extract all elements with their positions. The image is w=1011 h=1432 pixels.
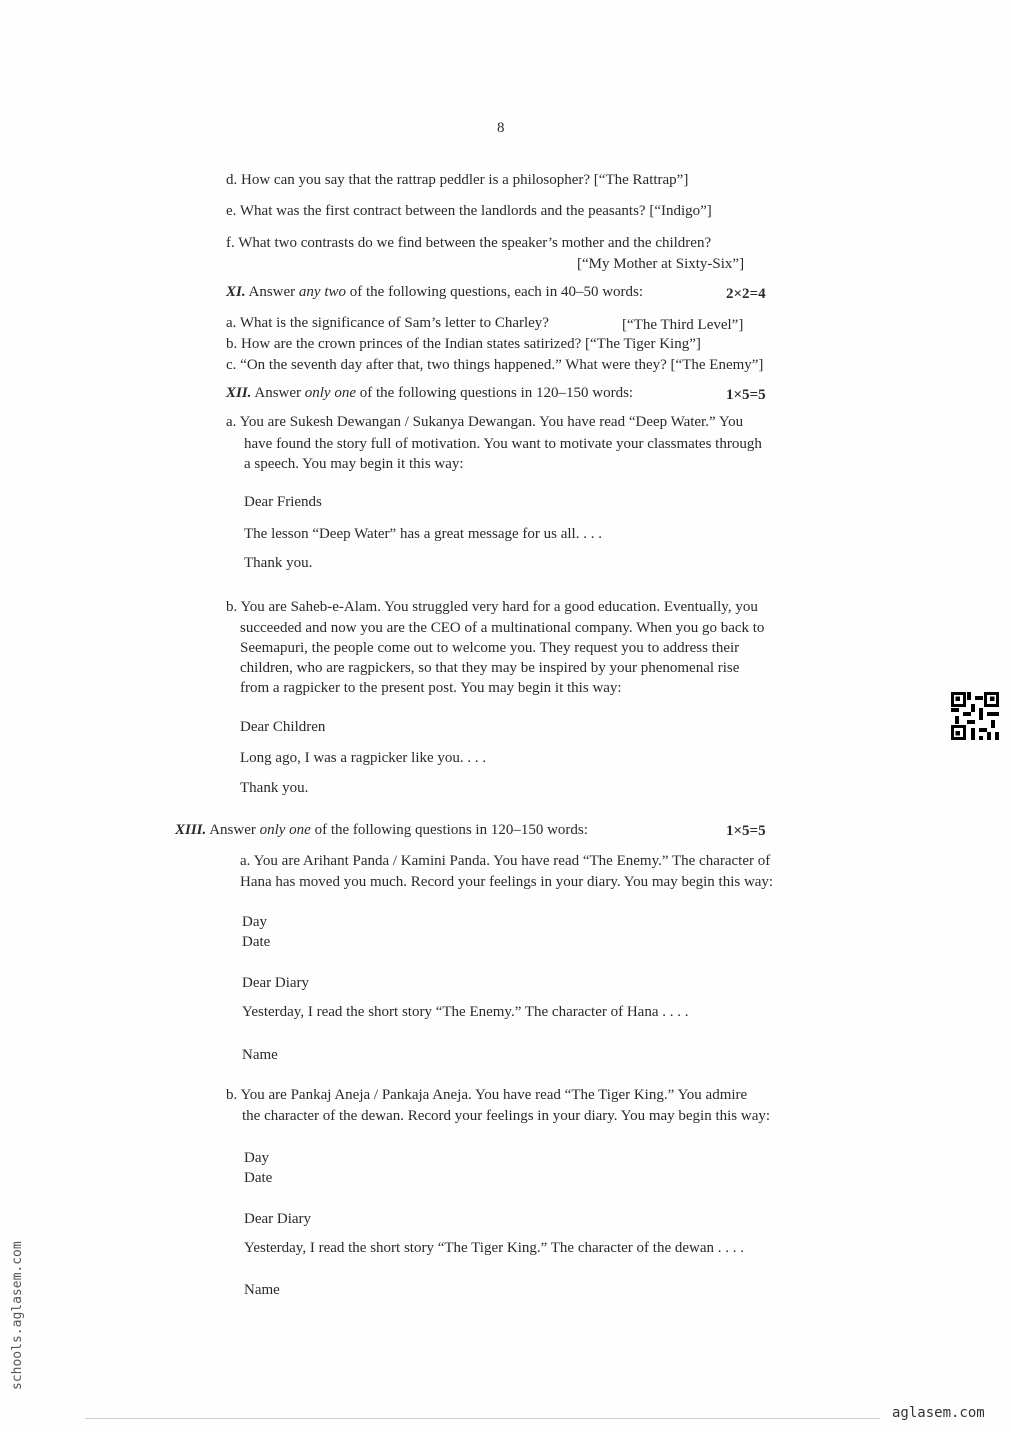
question-11a: a. What is the significance of Sam’s letter to Charley?	[226, 315, 549, 331]
diary-date: Date	[242, 934, 271, 950]
instruction-text: of the following questions in 120–150 words:	[310, 822, 588, 838]
question-11b: b. How are the crown princes of the Indian states satirized? [“The Tiger King”]	[226, 336, 701, 352]
section-xiii-instruction	[175, 820, 588, 840]
salutation: Dear Friends	[244, 494, 322, 510]
question-10e: e. What was the first contract between the landlords and the peasants? [“Indigo”]	[226, 203, 712, 219]
speech-opening: Long ago, I was a ragpicker like you. . . .	[240, 750, 487, 766]
question-13b-line: b. You are Pankaj Aneja / Pankaja Aneja. You have read “The Tiger King.” You admire	[226, 1087, 748, 1103]
diary-day: Day	[244, 1150, 269, 1166]
section-numeral: XII.	[226, 385, 252, 401]
question-10d: d. How can you say that the rattrap peddler is a philosopher? [“The Rattrap”]	[226, 172, 689, 188]
instruction-text: Answer	[251, 385, 305, 401]
section-xiii-marks: 1×5=5	[726, 823, 766, 839]
qr-code-icon	[951, 692, 999, 740]
salutation: Dear Diary	[242, 975, 310, 991]
question-12a-line: have found the story full of motivation. You want to motivate your classmates through	[244, 436, 762, 452]
bottom-watermark: aglasem.com	[892, 1405, 985, 1421]
salutation: Dear Children	[240, 719, 326, 735]
question-12a-line: a speech. You may begin it this way:	[244, 456, 464, 472]
instruction-text: Answer	[245, 284, 299, 300]
instruction-emphasis: any two	[298, 284, 347, 300]
question-13a-line: Hana has moved you much. Record your feelings in your diary. You may begin this way:	[240, 874, 774, 890]
question-11c: c. “On the seventh day after that, two things happened.” What were they? [“The Enemy”]	[226, 357, 764, 373]
diary-name: Name	[244, 1282, 280, 1298]
question-13a-line: a. You are Arihant Panda / Kamini Panda. You have read “The Enemy.” The character of	[240, 853, 771, 869]
question-11a-reference: [“The Third Level”]	[622, 317, 744, 333]
side-watermark: schools.aglasem.com	[10, 1241, 25, 1390]
diary-opening: Yesterday, I read the short story “The Enemy.” The character of Hana . . . .	[242, 1004, 689, 1020]
question-12b-line: from a ragpicker to the present post. You may begin it this way:	[240, 680, 622, 696]
question-12a-line: a. You are Sukesh Dewangan / Sukanya Dewangan. You have read “Deep Water.” You	[226, 414, 744, 430]
section-numeral: XI.	[226, 284, 246, 300]
question-13b-line: the character of the dewan. Record your feelings in your diary. You may begin this way:	[242, 1108, 771, 1124]
closing: Thank you.	[240, 780, 309, 796]
instruction-text: Answer	[206, 822, 260, 838]
instruction-emphasis: only one	[259, 822, 311, 838]
salutation: Dear Diary	[244, 1211, 312, 1227]
instruction-text: of the following questions, each in 40–50 words:	[346, 284, 644, 300]
instruction-emphasis: only one	[304, 385, 356, 401]
section-xi-marks: 2×2=4	[726, 286, 766, 302]
closing: Thank you.	[244, 555, 313, 571]
question-12b-line: b. You are Saheb-e-Alam. You struggled very hard for a good education. Eventually, you	[226, 599, 758, 615]
question-10f-reference: [“My Mother at Sixty-Six”]	[577, 256, 745, 272]
section-xii-instruction	[226, 383, 633, 403]
section-numeral: XIII.	[175, 822, 207, 838]
speech-opening: The lesson “Deep Water” has a great message for us all. . . .	[244, 526, 602, 542]
diary-name: Name	[242, 1047, 278, 1063]
question-12b-line: succeeded and now you are the CEO of a multinational company. When you go back to	[240, 620, 765, 636]
question-12b-line: children, who are ragpickers, so that they may be inspired by your phenomenal rise	[240, 660, 740, 676]
diary-opening: Yesterday, I read the short story “The Tiger King.” The character of the dewan . . . .	[244, 1240, 744, 1256]
section-xii-marks: 1×5=5	[726, 387, 766, 403]
question-12b-line: Seemapuri, the people come out to welcome you. They request you to address their	[240, 640, 740, 656]
footer-divider	[85, 1418, 880, 1419]
instruction-text: of the following questions in 120–150 words:	[356, 385, 634, 401]
diary-day: Day	[242, 914, 267, 930]
page-number: 8	[497, 120, 505, 136]
diary-date: Date	[244, 1170, 273, 1186]
question-10f: f. What two contrasts do we find between the speaker’s mother and the children?	[226, 235, 712, 251]
section-xi-instruction	[226, 282, 643, 302]
